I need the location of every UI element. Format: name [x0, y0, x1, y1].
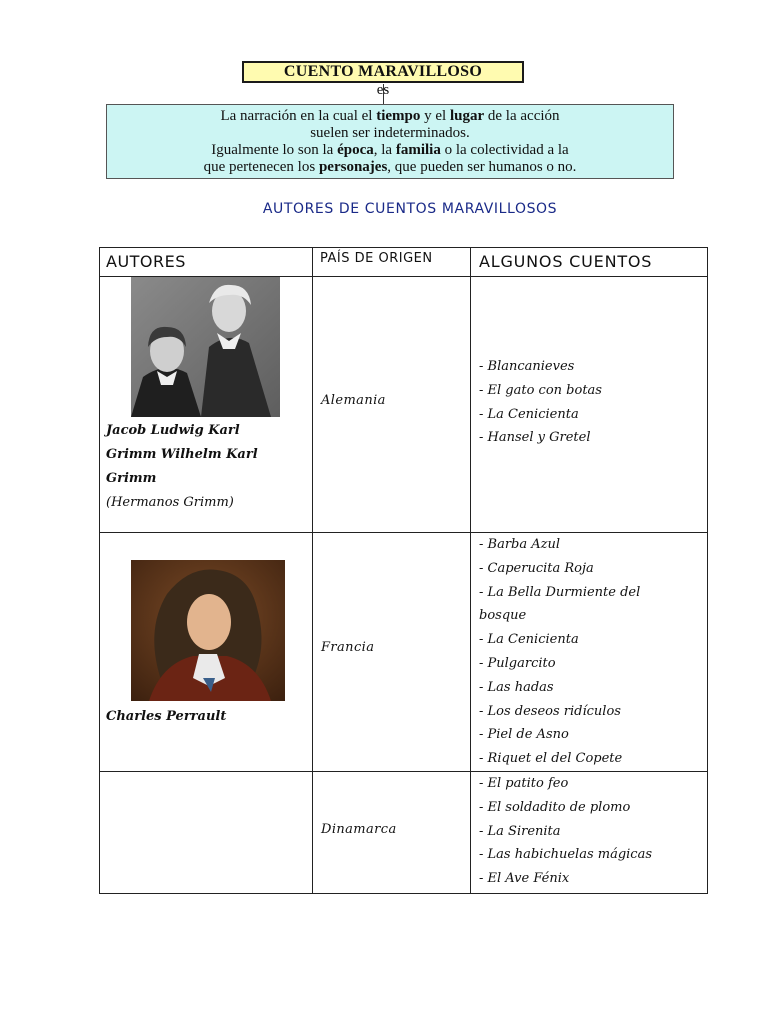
list-item: - La Sirenita	[479, 823, 561, 839]
list-item: - Las habichuelas mágicas	[479, 847, 653, 863]
country-cell	[313, 771, 471, 893]
list-item: - El soldadito de plomo	[479, 799, 631, 815]
page-title: CUENTO MARAVILLOSO	[242, 61, 524, 83]
tale-list	[471, 277, 707, 450]
list-item: - El Ave Fénix	[479, 871, 570, 887]
definition-line-3: Igualmente lo son la época, la familia o la colectividad a la	[211, 142, 569, 158]
header-country: PAÍS DE ORIGEN	[313, 248, 471, 277]
author-note: (Hermanos Grimm)	[106, 495, 234, 510]
connector-word: es	[376, 82, 390, 98]
list-item: - Pulgarcito	[479, 655, 556, 671]
author-cell	[100, 533, 313, 772]
author-name-line: Grimm Wilhelm Karl	[106, 447, 258, 462]
country-name: Dinamarca	[321, 821, 397, 837]
definition-box	[106, 104, 674, 179]
definition-line-2: suelen ser indeterminados.	[310, 125, 470, 141]
country-cell	[313, 277, 471, 533]
list-item: - La Bella Durmiente del	[479, 584, 641, 600]
author-name-line: Jacob Ludwig Karl	[106, 423, 240, 438]
definition-line-4: que pertenecen los personajes, que pueden ser humanos o no.	[203, 159, 577, 175]
tales-cell	[471, 277, 708, 533]
header-authors: AUTORES	[100, 248, 313, 277]
perrault-portrait	[131, 560, 285, 701]
tales-cell	[471, 533, 708, 772]
tale-list	[471, 533, 707, 771]
author-cell	[100, 277, 313, 533]
list-item: - Caperucita Roja	[479, 560, 594, 576]
country-cell	[313, 533, 471, 772]
list-item: - La Cenicienta	[479, 406, 579, 422]
table-header-row	[100, 248, 708, 277]
list-item: bosque	[479, 608, 527, 624]
header-tales: ALGUNOS CUENTOS	[471, 248, 708, 277]
list-item: - La Cenicienta	[479, 632, 579, 648]
list-item: - El patito feo	[479, 775, 569, 791]
tale-list	[471, 772, 707, 891]
table-row	[100, 277, 708, 533]
country-name: Francia	[321, 640, 375, 655]
author-name-line: Charles Perrault	[106, 709, 227, 724]
table-row	[100, 771, 708, 893]
definition-line-1: La narración en la cual el tiempo y el lugar de la acción	[220, 108, 560, 124]
grimm-brothers-portrait	[131, 277, 280, 417]
author-name-line: Grimm	[106, 471, 157, 486]
tales-cell	[471, 771, 708, 893]
list-item: - Las hadas	[479, 679, 554, 695]
list-item: - Hansel y Gretel	[479, 430, 591, 446]
list-item: - Riquet el del Copete	[479, 751, 623, 767]
list-item: - Blancanieves	[479, 359, 575, 374]
country-name: Alemania	[321, 393, 386, 408]
table-row	[100, 533, 708, 772]
list-item: - Piel de Asno	[479, 727, 569, 743]
list-item: - Barba Azul	[479, 537, 561, 552]
list-item: - El gato con botas	[479, 382, 602, 398]
section-subtitle: AUTORES DE CUENTOS MARAVILLOSOS	[262, 201, 558, 217]
authors-table	[99, 247, 708, 894]
author-cell	[100, 771, 313, 893]
list-item: - Los deseos ridículos	[479, 703, 621, 719]
